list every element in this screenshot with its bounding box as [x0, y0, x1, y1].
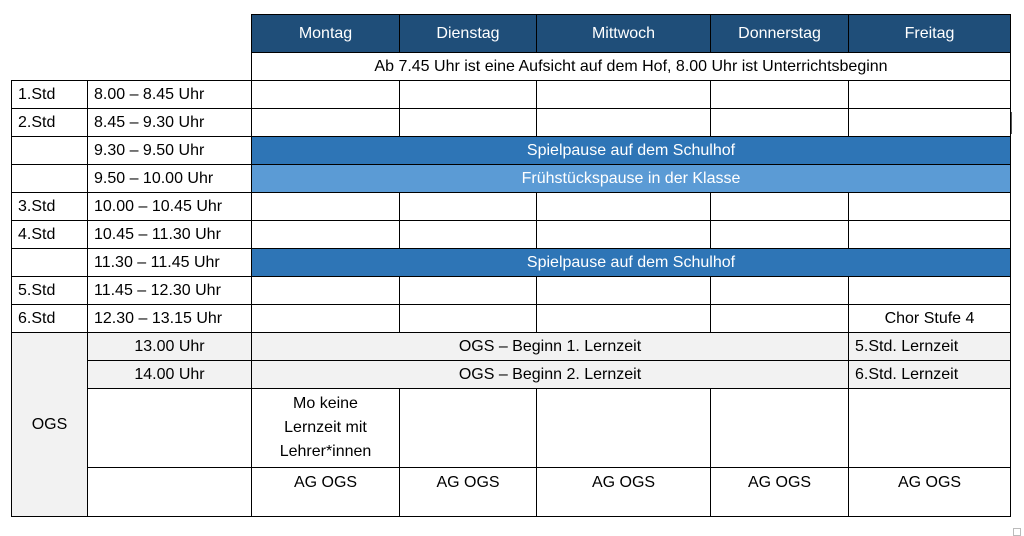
ogs-text: OGS – Beginn 1. Lernzeit [252, 333, 849, 361]
ag-entry: AG OGS [849, 468, 1011, 517]
ogs-friday: 6.Std. Lernzeit [849, 361, 1011, 389]
monday-note-line: Lernzeit mit [284, 419, 367, 436]
period-label: 2.Std [12, 109, 88, 137]
table-row [12, 193, 1011, 221]
notice-row [12, 53, 1011, 81]
ogs-ag-row [12, 468, 1011, 517]
period-time: 12.30 – 13.15 Uhr [88, 305, 252, 333]
period-label: 1.Std [12, 81, 88, 109]
period-time: 9.50 – 10.00 Uhr [88, 165, 252, 193]
period-label: 4.Std [12, 221, 88, 249]
day-header-wednesday: Mittwoch [537, 15, 711, 53]
period-time: 9.30 – 9.50 Uhr [88, 137, 252, 165]
break-row [12, 249, 1011, 277]
table-row [12, 221, 1011, 249]
period-label: 6.Std [12, 305, 88, 333]
monday-note [252, 389, 400, 468]
ogs-time: 13.00 Uhr [88, 333, 252, 361]
day-header-friday: Freitag [849, 15, 1011, 53]
table-row [12, 109, 1011, 137]
timetable [11, 14, 1011, 517]
day-header-thursday: Donnerstag [711, 15, 849, 53]
resize-handle[interactable] [1013, 528, 1021, 536]
ogs-text: OGS – Beginn 2. Lernzeit [252, 361, 849, 389]
ogs-note-row [12, 389, 1011, 468]
text-cursor [1011, 112, 1012, 134]
monday-note-line: Mo keine [293, 395, 358, 412]
period-label: 5.Std [12, 277, 88, 305]
ogs-label: OGS [12, 333, 88, 517]
notice-text: Ab 7.45 Uhr ist eine Aufsicht auf dem Hof, 8.00 Uhr ist Unterrichtsbeginn [252, 53, 1011, 81]
friday-entry: Chor Stufe 4 [849, 305, 1011, 333]
ogs-time: 14.00 Uhr [88, 361, 252, 389]
table-row [12, 81, 1011, 109]
day-header-monday: Montag [252, 15, 400, 53]
period-time: 11.30 – 11.45 Uhr [88, 249, 252, 277]
table-row [12, 305, 1011, 333]
break-row [12, 137, 1011, 165]
ogs-row [12, 333, 1011, 361]
period-time: 8.00 – 8.45 Uhr [88, 81, 252, 109]
monday-note-line: Lehrer*innen [279, 443, 372, 460]
header-row [12, 15, 1011, 53]
ogs-row [12, 361, 1011, 389]
period-time: 11.45 – 12.30 Uhr [88, 277, 252, 305]
ag-entry: AG OGS [252, 468, 400, 517]
ogs-friday: 5.Std. Lernzeit [849, 333, 1011, 361]
period-time: 10.00 – 10.45 Uhr [88, 193, 252, 221]
break-banner: Spielpause auf dem Schulhof [252, 137, 1011, 165]
ag-entry: AG OGS [400, 468, 537, 517]
period-label: 3.Std [12, 193, 88, 221]
table-row [12, 277, 1011, 305]
day-header-tuesday: Dienstag [400, 15, 537, 53]
ag-entry: AG OGS [711, 468, 849, 517]
break-banner: Spielpause auf dem Schulhof [252, 249, 1011, 277]
ag-entry: AG OGS [537, 468, 711, 517]
period-time: 10.45 – 11.30 Uhr [88, 221, 252, 249]
break-row [12, 165, 1011, 193]
period-time: 8.45 – 9.30 Uhr [88, 109, 252, 137]
break-banner: Frühstückspause in der Klasse [252, 165, 1011, 193]
